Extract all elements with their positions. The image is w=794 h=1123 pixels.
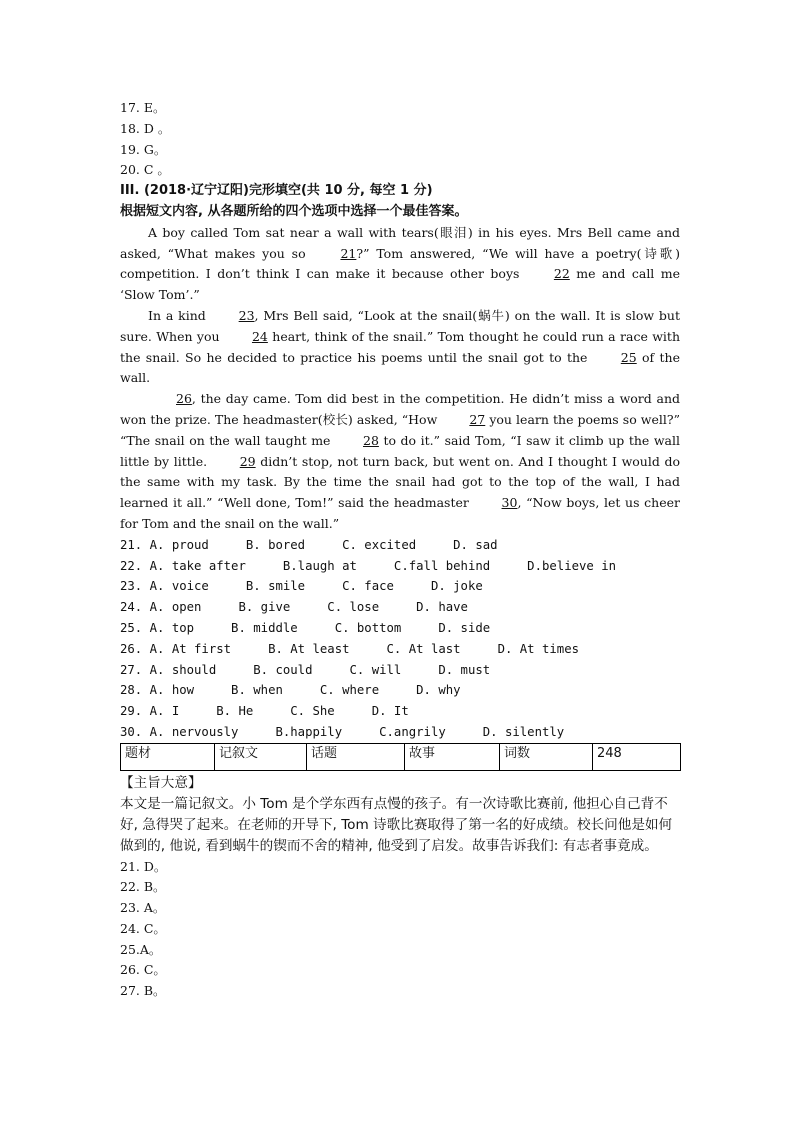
previous-answers [120, 98, 680, 181]
option-line: 28. A. how B. when C. where D. why [120, 683, 461, 698]
info-table [120, 743, 681, 771]
answer-line: 18. D 。 [120, 120, 171, 136]
answer-line: 23. A。 [120, 900, 166, 916]
option-line: 22. A. take after B.laugh at C.fall behind D.believe in [120, 558, 617, 573]
info-cell: 248 [593, 743, 681, 770]
answer-line: 22. B。 [120, 879, 166, 895]
blank-27: 27 [469, 411, 486, 427]
summary-title: 【主旨大意】 [120, 774, 202, 791]
info-cell: 话题 [307, 743, 405, 770]
blank-28: 28 [363, 432, 379, 448]
blank-24: 24 [251, 328, 268, 344]
summary-text: 本文是一篇记叙文。小 Tom 是个学东西有点慢的孩子。有一次诗歌比赛前, 他担心自己背不好, 急得哭了起来。在老师的开导下, Tom 诗歌比赛取得了第一名的好成绩。校长问他是如何做到的, 他说, 看到蜗牛的锲而不舍的精神, 他受到了启发。故事告诉我们: 有志者事竟成。 [120, 795, 673, 854]
answer-line: 27. B。 [120, 983, 166, 999]
answer-line: 25.A。 [120, 941, 162, 957]
document-page [120, 98, 680, 1002]
passage-text: me and call me ‘Slow Tom’.” [120, 266, 681, 303]
passage-text: you learn the poems so well?” “The snail on the wall taught me [120, 411, 680, 448]
passage-text: In a kind [148, 307, 211, 323]
passage-text: didn’t stop, not turn back, but went on. And I thought I would do the same with my task. By the time the snail had got to the top of the wall, I had learned it all.” “Well done, Tom!” said the headmaster [120, 453, 680, 511]
passage-text: of the wall. [120, 349, 680, 386]
info-table-row [121, 743, 681, 770]
passage-paragraph-2 [120, 306, 680, 389]
passage-text: A boy called Tom sat near a wall with tears(眼泪) in his eyes. Mrs Bell came and asked, “What makes you so [120, 224, 680, 261]
blank-22: 22 [553, 266, 570, 282]
option-line: 23. A. voice B. smile C. face D. joke [120, 579, 483, 594]
info-cell: 记叙文 [215, 743, 307, 770]
blank-30: 30 [501, 495, 518, 511]
passage-text: heart, think of the snail.” Tom thought he could run a race with the snail. So he decided to practice his poems until the snail got to the [120, 328, 681, 365]
passage-text: ?” Tom answered, “We will have a poetry(诗歌) competition. I don’t think I can make it because other boys [120, 245, 680, 282]
blank-23: 23 [238, 307, 255, 323]
blank-29: 29 [239, 453, 256, 469]
section-heading: III. (2018·辽宁辽阳)完形填空(共 10 分, 每空 1 分) [120, 183, 433, 199]
info-cell: 题材 [121, 743, 215, 770]
option-line: 27. A. should B. could C. will D. must [120, 662, 491, 677]
answer-line: 21. D。 [120, 858, 167, 874]
blank-25: 25 [620, 349, 637, 365]
option-line: 26. A. At first B. At least C. At last D. At times [120, 641, 580, 656]
answer-line: 20. C 。 [120, 162, 170, 178]
answer-line: 24. C。 [120, 920, 166, 936]
answer-line: 17. E。 [120, 100, 166, 115]
passage-paragraph-3 [120, 389, 680, 535]
info-cell: 词数 [500, 743, 593, 770]
option-line: 29. A. I B. He C. She D. It [120, 704, 409, 719]
option-line: 24. A. open B. give C. lose D. have [120, 600, 468, 615]
answer-line: 19. G。 [120, 141, 167, 157]
passage-text: to do it.” said Tom, “I saw it climb up the wall little by little. [120, 432, 680, 469]
blank-26: 26 [176, 391, 192, 407]
passage-paragraph-1 [120, 223, 680, 306]
option-line: 25. A. top B. middle C. bottom D. side [120, 620, 491, 635]
passage-text: , the day came. Tom did best in the competition. He didn’t miss a word and won the prize. The headmaster(校长) asked, “How [120, 391, 680, 427]
blank-21: 21 [340, 245, 357, 261]
answers-list [120, 857, 680, 1003]
answer-line: 26. C。 [120, 962, 166, 978]
instruction: 根据短文内容, 从各题所给的四个选项中选择一个最佳答案。 [120, 203, 468, 219]
options-list [120, 535, 680, 743]
passage-text: , “Now boys, let us cheer for Tom and the snail on the wall.” [120, 495, 681, 531]
option-line: 21. A. proud B. bored C. excited D. sad [120, 537, 498, 552]
info-cell: 故事 [405, 743, 500, 770]
passage-text: , Mrs Bell said, “Look at the snail(蜗牛) on the wall. It is slow but sure. When you [120, 307, 680, 344]
option-line: 30. A. nervously B.happily C.angrily D. silently [120, 724, 565, 739]
